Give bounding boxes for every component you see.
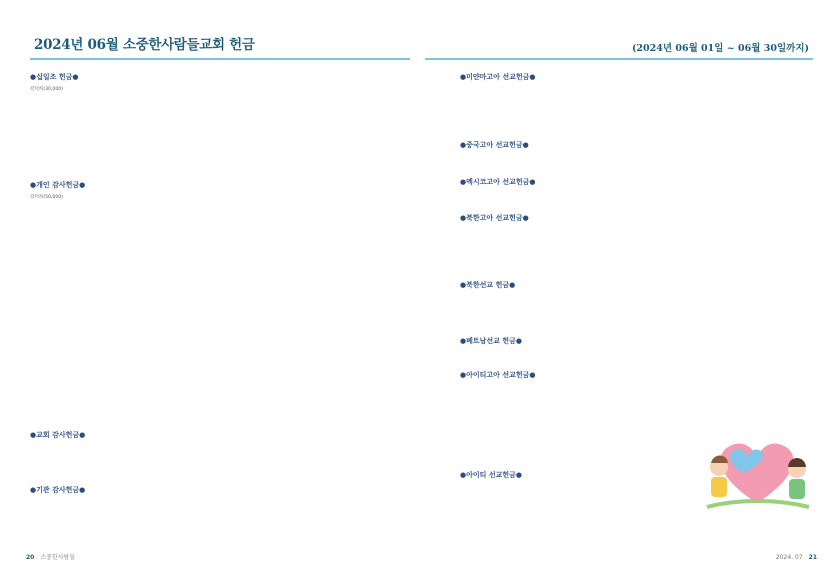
title-rule-right xyxy=(425,58,813,60)
date-range: (2024년 06월 01일 ~ 06월 30일까지) xyxy=(631,43,809,54)
offering-entry: 강덕희(30,000) xyxy=(30,87,63,92)
section-personal-thanks xyxy=(30,180,400,203)
section-heading: ●베트남선교 헌금● xyxy=(460,337,522,345)
section-myanmar xyxy=(460,72,830,84)
section-nk xyxy=(460,280,830,292)
section-heading: ●미얀마고아 선교헌금● xyxy=(460,73,536,81)
section-vietnam xyxy=(460,336,830,348)
offering-list xyxy=(30,192,400,203)
section-church-thanks xyxy=(30,430,400,442)
section-heading: ●북한고아 선교헌금● xyxy=(460,214,529,222)
offering-list xyxy=(30,84,400,95)
section-org-thanks xyxy=(30,485,400,497)
footer-left: 20 소중한사람들 xyxy=(26,554,76,561)
section-tithe xyxy=(30,72,400,95)
section-mexico xyxy=(460,177,830,189)
section-heading: ●기관 감사헌금● xyxy=(30,486,86,494)
section-heading: ●아이티 선교헌금● xyxy=(460,471,522,479)
section-haiti xyxy=(460,370,830,382)
section-heading: ●교회 감사헌금● xyxy=(30,431,86,439)
section-china xyxy=(460,140,830,152)
section-heading: ●중국고아 선교헌금● xyxy=(460,141,529,149)
offering-entry: 강덕희(50,000) xyxy=(30,195,63,200)
footer-right: 2024. 07 21 xyxy=(775,554,817,561)
children-heart-illustration xyxy=(697,423,817,513)
section-heading: ●개인 감사헌금● xyxy=(30,181,86,189)
page-title: 2024년 06월 소중한사람들교회 헌금 xyxy=(34,37,255,53)
section-heading: ●북한선교 헌금● xyxy=(460,281,516,289)
title-rule-left xyxy=(30,58,410,60)
section-heading: ●멕시코고아 선교헌금● xyxy=(460,178,536,186)
section-nk-orphan xyxy=(460,213,830,225)
section-heading: ●아이티고아 선교헌금● xyxy=(460,371,536,379)
section-heading: ●십일조 헌금● xyxy=(30,73,79,81)
